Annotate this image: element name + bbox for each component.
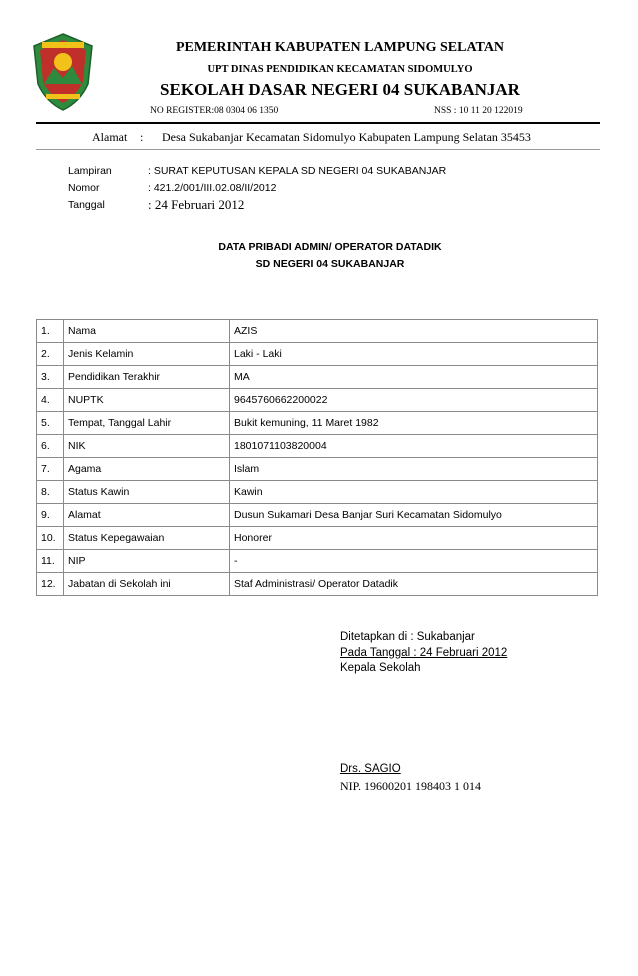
row-value: Islam	[230, 458, 598, 481]
address-value: Desa Sukabanjar Kecamatan Sidomulyo Kabupaten Lampung Selatan 35453	[162, 130, 531, 144]
row-value: Dusun Sukamari Desa Banjar Suri Kecamatan Sidomulyo	[230, 504, 598, 527]
letterhead-government: PEMERINTAH KABUPATEN LAMPUNG SELATAN	[175, 40, 505, 55]
row-value: Bukit kemuning, 11 Maret 1982	[230, 412, 598, 435]
sign-role: Kepala Sekolah	[340, 662, 421, 674]
table-row	[37, 435, 598, 458]
lampiran-label: Lampiran	[68, 165, 112, 177]
letterhead-divider	[36, 122, 600, 124]
sign-date: Pada Tanggal : 24 Februari 2012	[340, 647, 508, 659]
row-number: 8.	[37, 481, 64, 504]
table-row	[37, 343, 598, 366]
table-row	[37, 504, 598, 527]
row-number: 2.	[37, 343, 64, 366]
row-number: 10.	[37, 527, 64, 550]
document-title: DATA PRIBADI ADMIN/ OPERATOR DATADIK	[218, 241, 442, 253]
letterhead-department: UPT DINAS PENDIDIKAN KECAMATAN SIDOMULYO	[207, 64, 473, 75]
row-number: 3.	[37, 366, 64, 389]
address-colon: :	[140, 130, 144, 144]
row-number: 1.	[37, 320, 64, 343]
row-label: Status Kepegawaian	[64, 527, 230, 550]
letterhead-register: NO REGISTER:08 0304 06 1350	[150, 106, 279, 116]
table-row	[37, 320, 598, 343]
row-label: NUPTK	[64, 389, 230, 412]
row-value: -	[230, 550, 598, 573]
sign-nip: NIP. 19600201 198403 1 014	[340, 779, 482, 793]
row-value: Honorer	[230, 527, 598, 550]
nomor-label: Nomor	[68, 182, 100, 194]
row-label: Jenis Kelamin	[64, 343, 230, 366]
row-number: 6.	[37, 435, 64, 458]
lampiran-value: : SURAT KEPUTUSAN KEPALA SD NEGERI 04 SUKABANJAR	[148, 165, 447, 177]
row-number: 7.	[37, 458, 64, 481]
row-label: Pendidikan Terakhir	[64, 366, 230, 389]
personal-data-table	[36, 319, 598, 596]
row-label: Alamat	[64, 504, 230, 527]
row-label: Agama	[64, 458, 230, 481]
row-value: 9645760662200022	[230, 389, 598, 412]
row-value: MA	[230, 366, 598, 389]
table-row	[37, 573, 598, 596]
row-label: NIP	[64, 550, 230, 573]
table-row	[37, 412, 598, 435]
row-label: Nama	[64, 320, 230, 343]
row-label: Tempat, Tanggal Lahir	[64, 412, 230, 435]
table-row	[37, 550, 598, 573]
row-value: Laki - Laki	[230, 343, 598, 366]
row-label: Jabatan di Sekolah ini	[64, 573, 230, 596]
letterhead-school: SEKOLAH DASAR NEGERI 04 SUKABANJAR	[160, 80, 520, 99]
row-number: 12.	[37, 573, 64, 596]
nomor-value: : 421.2/001/III.02.08/II/2012	[148, 182, 277, 194]
row-value: Staf Administrasi/ Operator Datadik	[230, 573, 598, 596]
row-number: 11.	[37, 550, 64, 573]
row-value: Kawin	[230, 481, 598, 504]
address-label: Alamat	[92, 130, 128, 144]
sign-name: Drs. SAGIO	[340, 763, 401, 775]
sign-place: Ditetapkan di : Sukabanjar	[340, 631, 475, 643]
row-label: Status Kawin	[64, 481, 230, 504]
address-divider	[36, 149, 600, 150]
row-value: 1801071103820004	[230, 435, 598, 458]
table-row	[37, 458, 598, 481]
row-number: 9.	[37, 504, 64, 527]
row-label: NIK	[64, 435, 230, 458]
table-row	[37, 527, 598, 550]
row-number: 4.	[37, 389, 64, 412]
tanggal-label: Tanggal	[68, 199, 105, 211]
letterhead-nss: NSS : 10 11 20 122019	[434, 106, 523, 116]
table-row	[37, 481, 598, 504]
regency-emblem-icon	[30, 32, 96, 112]
document-subtitle: SD NEGERI 04 SUKABANJAR	[255, 258, 405, 270]
row-value: AZIS	[230, 320, 598, 343]
row-number: 5.	[37, 412, 64, 435]
table-row	[37, 366, 598, 389]
tanggal-value: : 24 Februari 2012	[148, 197, 245, 212]
table-row	[37, 389, 598, 412]
